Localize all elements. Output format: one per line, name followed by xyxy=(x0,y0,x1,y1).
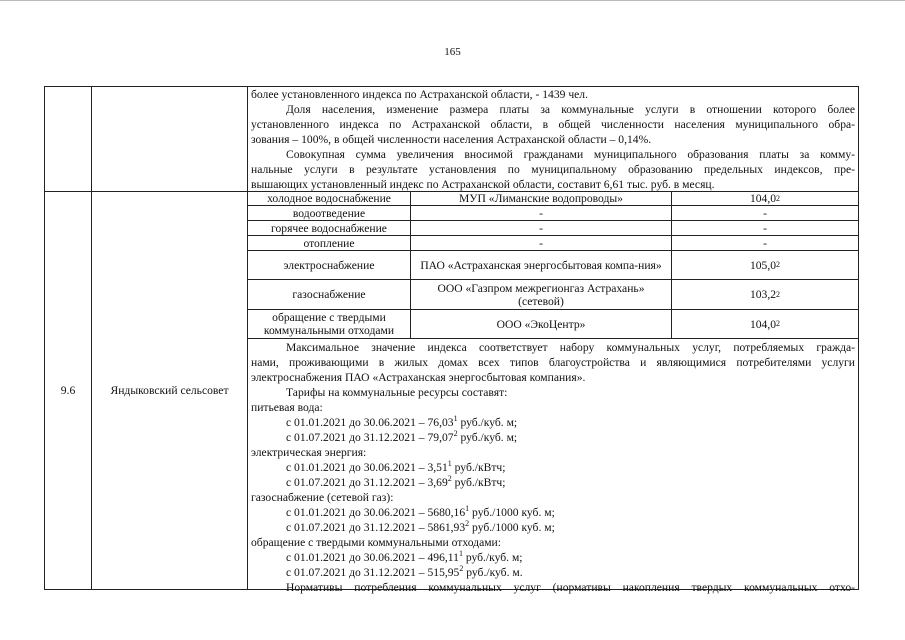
provider-text: - xyxy=(539,206,543,220)
footnote-marker: 1 xyxy=(447,459,452,469)
service-text: холодное водоснабжение xyxy=(267,192,391,205)
cell-provider xyxy=(411,251,671,279)
top-text-block xyxy=(251,87,855,192)
provider-text: - xyxy=(539,236,543,250)
text-line: Совокупная сумма увеличения вносимой гражданами муниципального образования платы за комму- xyxy=(286,148,855,161)
text-line: питьевая вода: xyxy=(251,401,323,414)
tariff-unit: руб./куб. м; xyxy=(457,431,518,444)
text-line: обращение с твердыми коммунальными отходами: xyxy=(251,536,501,549)
index-text: 103,2 xyxy=(749,288,777,301)
text-line xyxy=(251,415,855,430)
provider-text: ООО «Газпром межрегионгаз Астрахань» (сетевой) xyxy=(437,281,645,308)
cell-provider xyxy=(411,280,671,309)
tariff-value: с 01.01.2021 до 30.06.2021 – 496,11 xyxy=(286,551,459,564)
tariff-unit: руб./куб. м. xyxy=(463,566,523,579)
text-line xyxy=(251,520,855,535)
bottom-text-block xyxy=(251,340,855,595)
text-line: Максимальное значение индекса соответствует набору коммунальных услуг, потребляемых гражда- xyxy=(286,341,855,354)
index-text: 104,0 xyxy=(749,192,777,205)
text-line: Нормативы потребления коммунальных услуг (нормативы накопления твердых коммунальных отхо- xyxy=(286,581,855,594)
text-line xyxy=(251,475,855,490)
cell-service xyxy=(248,251,410,279)
text-line: вышающих установленный индекс по Астраханской области, составит 6,61 тыс. руб. в месяц. xyxy=(251,178,715,191)
tariff-unit: руб./кВтч; xyxy=(451,461,506,474)
text-line: электрическая энергия: xyxy=(251,446,367,459)
tariff-value: с 01.01.2021 до 30.06.2021 – 76,03 xyxy=(286,416,454,429)
cell-index: 104,0 2 xyxy=(749,192,781,205)
cell-index xyxy=(672,221,858,235)
cell-index xyxy=(672,206,858,220)
text-line: нальные услуги в результате установления по муниципальному образованию предельных индексов, пре- xyxy=(251,163,855,176)
service-text: газоснабжение xyxy=(292,288,366,301)
text-line xyxy=(251,505,855,520)
tariff-value: с 01.07.2021 до 31.12.2021 – 5861,93 xyxy=(286,521,466,534)
cell-service xyxy=(248,221,410,235)
text-line xyxy=(251,430,855,445)
municipality-name: Яндыковский сельсовет xyxy=(110,384,229,397)
index-text: - xyxy=(763,236,767,250)
tariff-unit: руб./1000 куб. м; xyxy=(469,521,555,534)
text-line: нами, проживающими в жилых домах всех типов благоустройства и являющимися потребителями услуги xyxy=(251,356,855,369)
row-divider-7 xyxy=(247,338,858,339)
tariff-value: с 01.07.2021 до 31.12.2021 – 3,69 xyxy=(286,476,448,489)
cell-index: 104,0 2 xyxy=(749,317,781,331)
service-text: горячее водоснабжение xyxy=(271,221,387,235)
cell-service xyxy=(248,192,410,205)
provider-text: МУП «Лиманские водопроводы» xyxy=(459,192,623,205)
table-frame xyxy=(44,86,859,594)
cell-index xyxy=(672,236,858,250)
index-text: 105,0 xyxy=(749,258,777,272)
tariff-unit: руб./кВтч; xyxy=(451,476,506,489)
text-line: более установленного индекса по Астраханской области, - 1439 чел. xyxy=(251,88,588,101)
tariff-value: с 01.07.2021 до 31.12.2021 – 515,95 xyxy=(286,566,460,579)
service-text: обращение с твердыми коммунальными отходами xyxy=(263,311,395,337)
text-line: газоснабжение (сетевой газ): xyxy=(251,491,394,504)
tariff-value: с 01.01.2021 до 30.06.2021 – 5680,16 xyxy=(286,506,466,519)
cell-provider xyxy=(411,192,671,205)
cell-provider xyxy=(411,236,671,250)
cell-service xyxy=(248,280,410,309)
cell-service xyxy=(248,206,410,220)
cell-provider xyxy=(411,310,671,338)
service-text: отопление xyxy=(303,236,355,250)
cell-service xyxy=(248,310,410,338)
text-line xyxy=(251,550,855,565)
tariff-unit: руб./куб. м; xyxy=(457,416,518,429)
provider-text: - xyxy=(539,221,543,235)
text-line xyxy=(251,565,855,580)
index-text: 104,0 xyxy=(749,317,777,331)
cell-provider xyxy=(411,221,671,235)
cell-index: 103,2 2 xyxy=(749,288,781,301)
index-text: - xyxy=(763,221,767,235)
index-text: - xyxy=(763,206,767,220)
text-line: Доля населения, изменение размера платы за коммунальные услуги в отношении которого более xyxy=(286,103,855,116)
tariff-value: с 01.01.2021 до 30.06.2021 – 3,51 xyxy=(286,461,448,474)
service-text: электроснабжение xyxy=(283,258,375,272)
cell-index: 105,0 2 xyxy=(749,258,781,272)
cell-service xyxy=(248,236,410,250)
tariff-unit: руб./1000 куб. м; xyxy=(469,506,555,519)
top-rule xyxy=(0,0,905,1)
footnote-marker: 2 xyxy=(453,429,458,439)
footnote-marker: 1 xyxy=(453,414,458,424)
text-line: Тарифы на коммунальные ресурсы составят: xyxy=(286,386,508,399)
footnote-marker: 2 xyxy=(465,519,470,529)
text-line: установленного индекса по Астраханской области, в общей численности населения муниципального обра- xyxy=(251,118,855,131)
cell-provider xyxy=(411,206,671,220)
page-number: 165 xyxy=(444,46,461,58)
row-number: 9.6 xyxy=(60,384,76,397)
footnote-marker: 1 xyxy=(465,504,470,514)
tariff-unit: руб./куб. м; xyxy=(462,551,523,564)
text-line: зования – 100%, в общей численности населения Астраханской области – 0,14%. xyxy=(251,133,652,146)
service-text: водоотведение xyxy=(292,206,366,220)
provider-text: ПАО «Астраханская энергосбытовая компа-ния» xyxy=(420,258,662,272)
text-line: электроснабжения ПАО «Астраханская энергосбытовая компания». xyxy=(251,371,586,384)
provider-text: ООО «ЭкоЦентр» xyxy=(496,317,586,331)
footnote-marker: 2 xyxy=(447,474,452,484)
tariff-value: с 01.07.2021 до 31.12.2021 – 79,07 xyxy=(286,431,454,444)
footnote-marker: 2 xyxy=(459,564,464,574)
text-line xyxy=(251,460,855,475)
footnote-marker: 1 xyxy=(458,549,463,559)
